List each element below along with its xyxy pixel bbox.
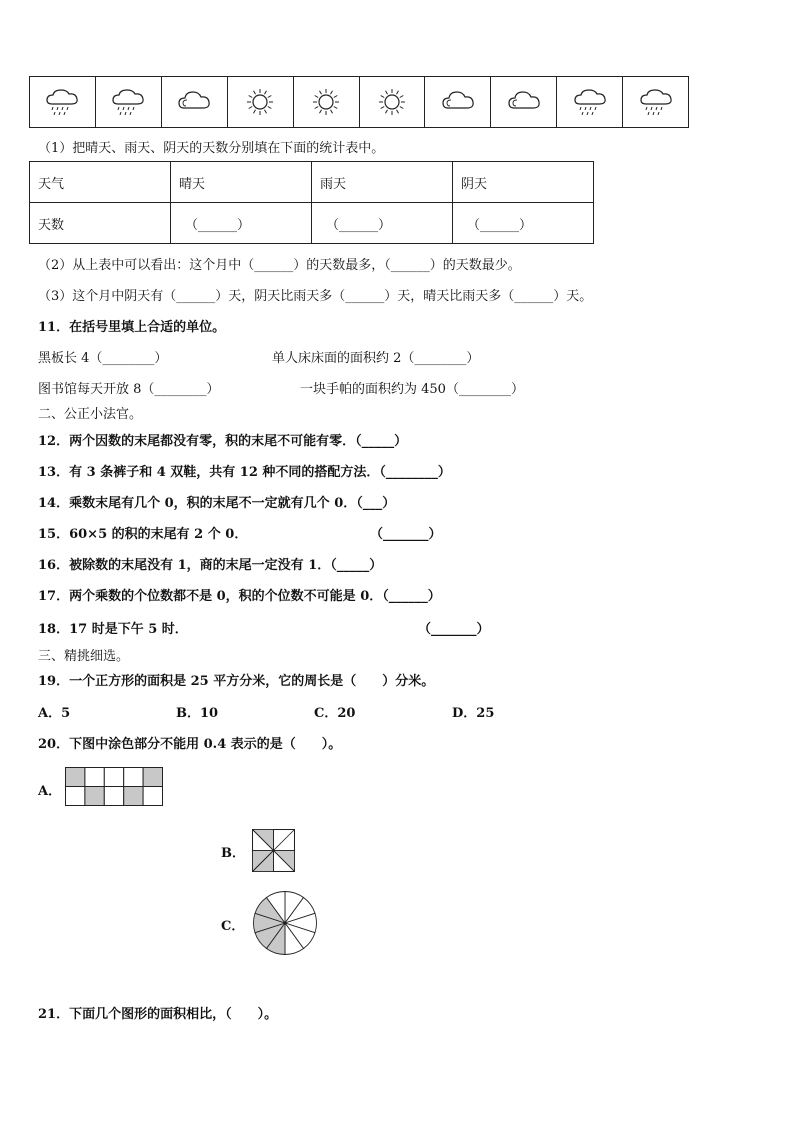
table-row (30, 203, 594, 244)
answer-blank[interactable]: （______） (453, 203, 594, 244)
grid-cell (143, 787, 162, 806)
rain-icon (44, 86, 80, 118)
q20-figure-c-circle (252, 890, 318, 956)
judge-item-12: 12．两个因数的末尾都没有零，积的末尾不可能有零．（_____） (38, 434, 408, 449)
q10-part1: （1）把晴天、雨天、阴天的天数分别填在下面的统计表中。 (38, 141, 385, 156)
q11-title: 11．在括号里填上合适的单位。 (38, 320, 226, 335)
judge-item-15: 15．60×5 的积的末尾有 2 个 0． (38, 527, 248, 542)
grid-cell (85, 768, 104, 787)
q19-option-d[interactable]: D．25 (452, 706, 495, 721)
weather-cell (294, 77, 360, 127)
table-header-cell: 晴天 (171, 162, 312, 203)
q19-option-c[interactable]: C．20 (314, 706, 356, 721)
judge-item-16: 16．被除数的末尾没有 1，商的末尾一定没有 1．（_____） (38, 558, 383, 573)
rain-icon (110, 86, 146, 118)
table-header-cell: 阴天 (453, 162, 594, 203)
q19-option-a[interactable]: A．5 (38, 706, 71, 721)
section-heading-3: 三、精挑细选。 (38, 649, 130, 664)
q20-text: 20．下图中涂色部分不能用 0.4 表示的是（ ）。 (38, 737, 342, 752)
section-heading-2: 二、公正小法官。 (38, 407, 143, 422)
q11-item-d: 一块手帕的面积约为 450（________） (300, 382, 524, 397)
judge-item-13: 13．有 3 条裤子和 4 双鞋，共有 12 种不同的搭配方法．（________） (38, 465, 451, 480)
q20-label-a[interactable]: A． (38, 784, 62, 799)
table-row (30, 162, 594, 203)
weather-cell (162, 77, 228, 127)
shaded-cell (143, 768, 162, 787)
q10-part2: （2）从上表中可以看出：这个月中（______）的天数最多，（______）的天数最少。 (38, 258, 521, 273)
q20-label-c[interactable]: C． (221, 919, 245, 934)
answer-blank[interactable]: （______） (312, 203, 453, 244)
sun-icon (374, 86, 410, 118)
q20-label-b[interactable]: B． (221, 846, 245, 861)
weather-stat-table (29, 161, 594, 244)
answer-blank[interactable]: （_______） (418, 622, 490, 637)
judge-item-17: 17．两个乘数的个位数都不是 0，积的个位数不可能是 0．（______） (38, 589, 441, 604)
grid-cell (104, 787, 123, 806)
weather-cell (623, 77, 688, 127)
shaded-cell (85, 787, 104, 806)
weather-cell (491, 77, 557, 127)
grid-cell (104, 768, 123, 787)
q11-item-a: 黑板长 4（________） (38, 351, 168, 366)
q10-part3: （3）这个月中阴天有（______）天，阴天比雨天多（______）天，晴天比雨天多（______）天。 (38, 289, 593, 304)
rain-icon (638, 86, 674, 118)
cloud-icon (176, 86, 212, 118)
sun-icon (242, 86, 278, 118)
judge-item-14: 14．乘数末尾有几个 0，积的末尾不一定就有几个 0．（___） (38, 496, 396, 511)
q11-item-b: 单人床床面的面积约 2（________） (272, 351, 480, 366)
table-cell: 天数 (30, 203, 171, 244)
q20-figure-a-grid (65, 767, 165, 807)
table-header-cell: 雨天 (312, 162, 453, 203)
grid-cell (124, 768, 143, 787)
q20-figure-b-square (252, 829, 295, 872)
q21-text: 21．下面几个图形的面积相比，（ ）。 (38, 1007, 278, 1022)
judge-item-18: 18．17 时是下午 5 时． (38, 622, 188, 637)
weather-cell (30, 77, 96, 127)
weather-cell (360, 77, 426, 127)
rain-icon (572, 86, 608, 118)
answer-blank[interactable]: （_______） (370, 527, 442, 542)
weather-cell (425, 77, 491, 127)
weather-cell (96, 77, 162, 127)
q11-item-c: 图书馆每天开放 8（________） (38, 382, 220, 397)
weather-cell (228, 77, 294, 127)
sun-icon (308, 86, 344, 118)
grid-cell (66, 787, 85, 806)
table-header-cell: 天气 (30, 162, 171, 203)
weather-strip (29, 76, 689, 128)
q19-text: 19．一个正方形的面积是 25 平方分米，它的周长是（ ）分米。 (38, 674, 435, 689)
cloud-icon (506, 86, 542, 118)
shaded-cell (124, 787, 143, 806)
weather-cell (557, 77, 623, 127)
cloud-icon (440, 86, 476, 118)
answer-blank[interactable]: （______） (171, 203, 312, 244)
shaded-cell (66, 768, 85, 787)
q19-option-b[interactable]: B．10 (176, 706, 219, 721)
